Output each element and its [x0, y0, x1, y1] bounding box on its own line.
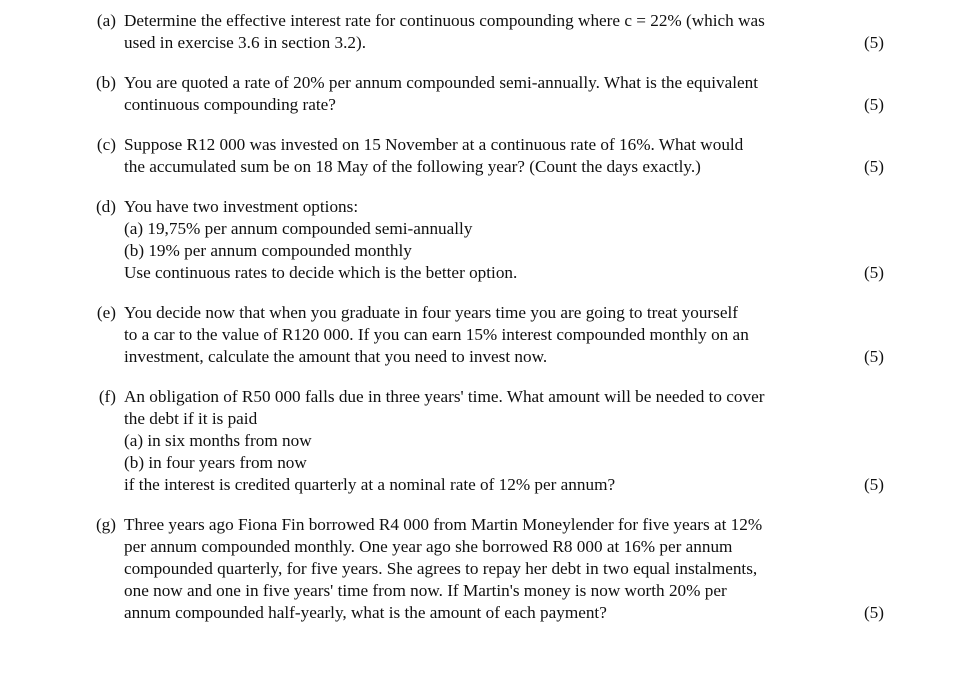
question-d-marks: (5)	[863, 263, 884, 282]
question-d-body	[124, 196, 884, 284]
question-c-label: (c)	[96, 135, 116, 154]
question-b-line-1: You are quoted a rate of 20% per annum compounded semi-annually. What is the equivalent	[124, 73, 759, 92]
question-c-body	[124, 134, 884, 178]
question-b-marks: (5)	[863, 95, 884, 114]
question-d-line-4: Use continuous rates to decide which is the better option.	[124, 263, 518, 282]
question-e-line-1: You decide now that when you graduate in four years time you are going to treat yourself	[124, 303, 738, 322]
question-d-tail	[124, 262, 884, 284]
question-c-marks: (5)	[863, 157, 884, 176]
question-c-line-2: the accumulated sum be on 18 May of the following year? (Count the days exactly.)	[124, 157, 701, 176]
question-a-marks: (5)	[863, 33, 884, 52]
question-f-body	[124, 386, 884, 496]
question-c-line-1: Suppose R12 000 was invested on 15 November at a continuous rate of 16%. What would	[124, 135, 744, 154]
question-f-tail	[124, 474, 884, 496]
question-e-body	[124, 302, 884, 368]
question-g	[84, 514, 884, 624]
question-f-line-2: the debt if it is paid	[124, 409, 258, 428]
question-b-tail	[124, 94, 884, 116]
question-g-line-5: annum compounded half-yearly, what is the amount of each payment?	[124, 603, 607, 622]
question-d-label: (d)	[95, 197, 116, 216]
question-e-label: (e)	[96, 303, 116, 322]
question-f-line-5: if the interest is credited quarterly at a nominal rate of 12% per annum?	[124, 475, 616, 494]
question-d-line-1: You have two investment options:	[124, 197, 359, 216]
question-f-label: (f)	[98, 387, 116, 406]
question-f-marks: (5)	[863, 475, 884, 494]
question-e-line-2: to a car to the value of R120 000. If you can earn 15% interest compounded monthly on an	[124, 325, 749, 344]
question-b	[84, 72, 884, 116]
question-c	[84, 134, 884, 178]
question-a-line-2: used in exercise 3.6 in section 3.2).	[124, 33, 366, 52]
question-a-label: (a)	[96, 11, 116, 30]
question-d-option-a: (a) 19,75% per annum compounded semi-annually	[124, 219, 473, 238]
question-b-body	[124, 72, 884, 116]
question-e	[84, 302, 884, 368]
question-f-option-a: (a) in six months from now	[124, 431, 312, 450]
question-a-body	[124, 10, 884, 54]
question-d-option-b: (b) 19% per annum compounded monthly	[124, 241, 412, 260]
question-a	[84, 10, 884, 54]
question-e-tail	[124, 346, 884, 368]
question-g-body	[124, 514, 884, 624]
question-g-line-4: one now and one in five years' time from now. If Martin's money is now worth 20% per	[124, 581, 727, 600]
question-f-option-b: (b) in four years from now	[124, 453, 307, 472]
question-c-tail	[124, 156, 884, 178]
question-b-label: (b)	[95, 73, 116, 92]
question-g-line-1: Three years ago Fiona Fin borrowed R4 000 from Martin Moneylender for five years at 12%	[124, 515, 763, 534]
question-g-label: (g)	[95, 515, 116, 534]
question-g-line-3: compounded quarterly, for five years. She agrees to repay her debt in two equal instalments,	[124, 559, 758, 578]
question-e-line-3: investment, calculate the amount that you need to invest now.	[124, 347, 548, 366]
question-a-tail	[124, 32, 884, 54]
question-f-line-1: An obligation of R50 000 falls due in three years' time. What amount will be needed to cover	[124, 387, 765, 406]
question-d	[84, 196, 884, 284]
question-e-marks: (5)	[863, 347, 884, 366]
question-a-line-1: Determine the effective interest rate for continuous compounding where c = 22% (which was	[124, 11, 765, 30]
question-g-tail	[124, 602, 884, 624]
question-g-line-2: per annum compounded monthly. One year ago she borrowed R8 000 at 16% per annum	[124, 537, 733, 556]
question-list	[84, 10, 884, 624]
question-g-marks: (5)	[863, 603, 884, 622]
question-b-line-2: continuous compounding rate?	[124, 95, 336, 114]
question-f	[84, 386, 884, 496]
